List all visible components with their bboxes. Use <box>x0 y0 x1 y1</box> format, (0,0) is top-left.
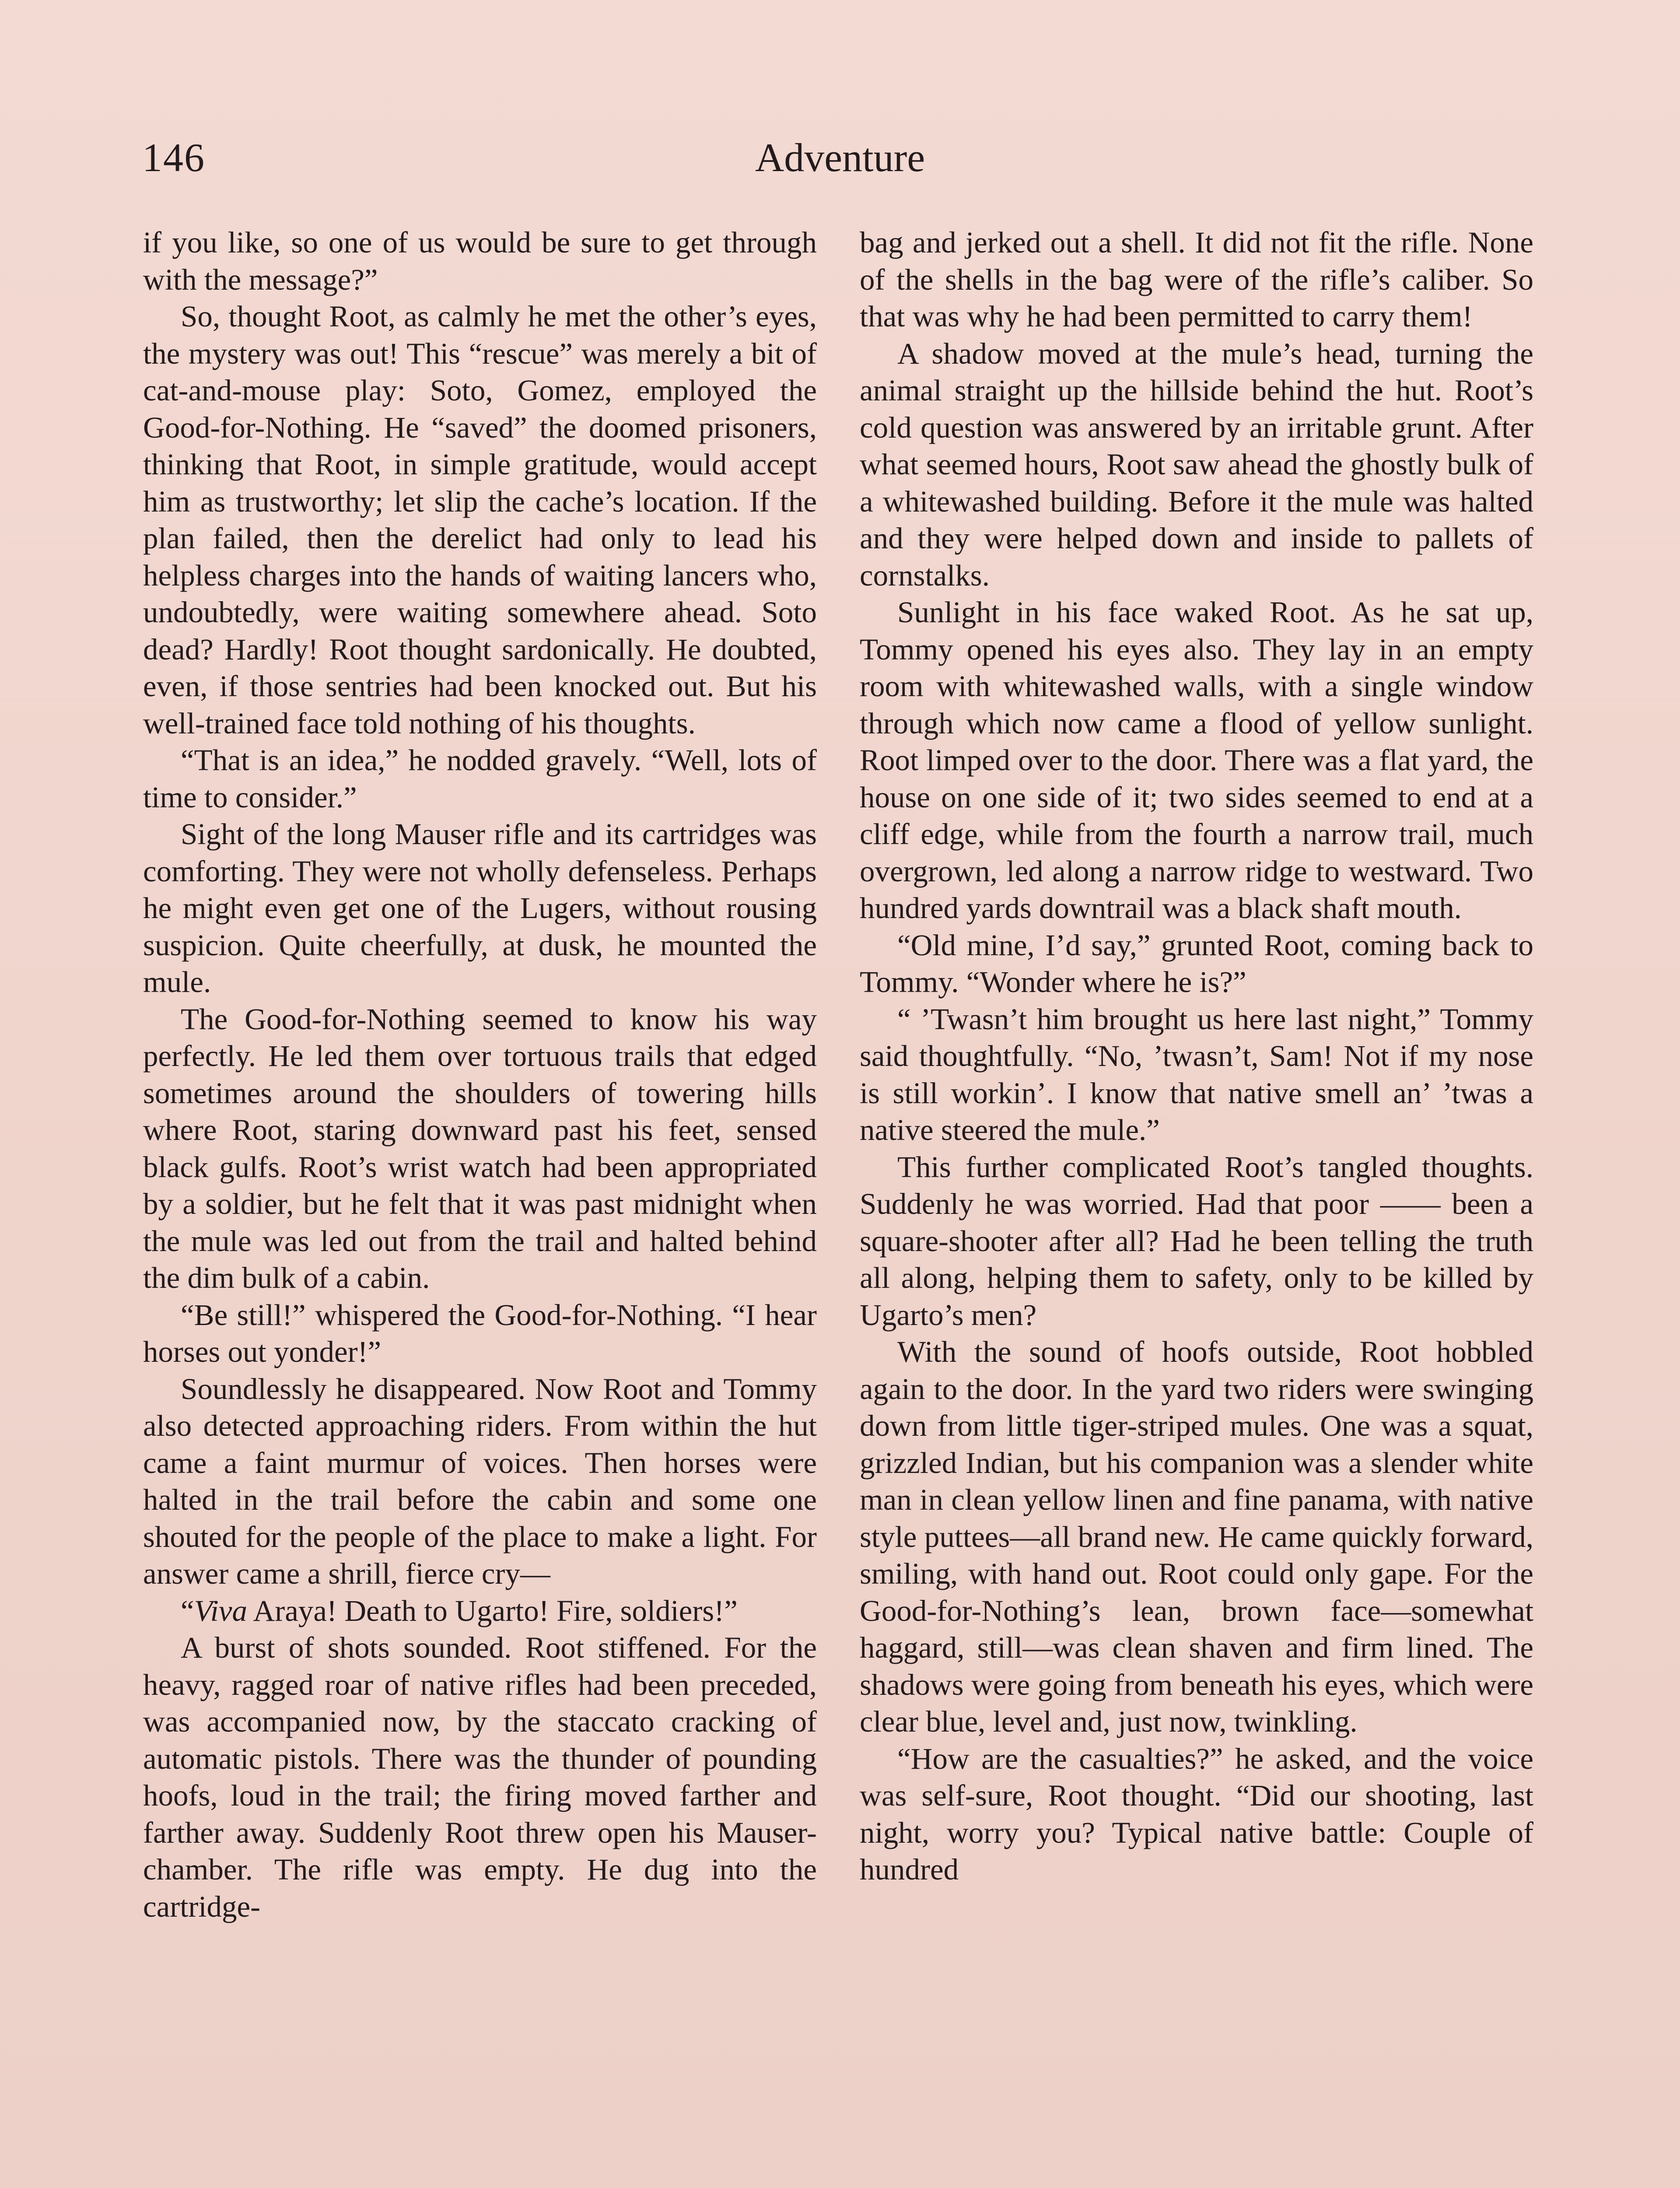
paragraph: Soundlessly he disappeared. Now Root and Tommy also detected approaching riders. From within the hut came a faint murmur of voices. Then horses were halted in the trail before the cabin and some one shouted for the people of the place to make a light. For answer came a shrill, fierce cry— <box>143 1372 817 1590</box>
paragraph: bag and jerked out a shell. It did not fit the rifle. None of the shells in the bag were of the rifle’s caliber. So that was why he had been permitted to carry them! <box>860 226 1533 333</box>
paragraph: “Be still!” whispered the Good-for-Nothing. “I hear horses out yonder!” <box>143 1298 817 1368</box>
paragraph: A burst of shots sounded. Root stiffened. For the heavy, ragged roar of native rifles had been preceded, was accompanied now, by the staccato cracking of automatic pistols. There was the thunder of pounding hoofs, loud in the trail; the firing moved farther and farther away. Suddenly Root threw open his Mauser-chamber. The rifle was empty. He dug into the cartridge- <box>143 1631 817 1923</box>
paragraph: Sunlight in his face waked Root. As he sat up, Tommy opened his eyes also. They lay in an empty room with whitewashed walls, with a single window through which now came a flood of yellow sunlight. Root limped over to the door. There was a flat yard, the house on one side of it; two sides seemed to end at a cliff edge, while from the fourth a narrow trail, much overgrown, led along a narrow ridge to westward. Two hundred yards downtrail was a black shaft mouth. <box>860 596 1533 925</box>
page-number: 146 <box>142 135 205 180</box>
paragraph: “That is an idea,” he nodded gravely. “Well, lots of time to consider.” <box>143 743 817 814</box>
running-head: Adventure <box>755 135 925 180</box>
paragraph: The Good-for-Nothing seemed to know his way perfectly. He led them over tortuous trails that edged sometimes around the shoulders of towering hills where Root, staring downward past his feet, sensed black gulfs. Root’s wrist watch had been appropriated by a soldier, but he felt that it was past midnight when the mule was led out from the trail and halted behind the dim bulk of a cabin. <box>143 1002 817 1294</box>
left-column <box>143 224 817 1925</box>
page-header <box>142 131 1538 188</box>
paragraph: “How are the casualties?” he asked, and the voice was self-sure, Root thought. “Did our shooting, last night, worry you? Typical native battle: Couple of hundred <box>860 1742 1533 1886</box>
paragraph: So, thought Root, as calmly he met the other’s eyes, the mystery was out! This “rescue” was merely a bit of cat-and-mouse play: Soto, Gomez, employed the Good-for-Nothing. He “saved” the doomed prisoners, thinking that Root, in simple gratitude, would accept him as trustworthy; let slip the cache’s location. If the plan failed, then the derelict had only to lead his helpless charges into the hands of waiting lancers who, undoubtedly, were waiting somewhere ahead. Soto dead? Hardly! Root thought sardonically. He doubted, even, if those sentries had been knocked out. But his well-trained face told nothing of his thoughts. <box>143 300 817 740</box>
open-quote: “ <box>181 1594 194 1627</box>
paragraph: Sight of the long Mauser rifle and its cartridges was comforting. They were not wholly defenseless. Perhaps he might even get one of the Lugers, without rousing suspicion. Quite cheerfully, at dusk, he mounted the mule. <box>143 817 817 999</box>
paragraph: This further complicated Root’s tangled thoughts. Suddenly he was worried. Had that poor —— been a square-shooter after all? Had he been telling the truth all along, helping them to safety, only to be killed by Ugarto’s men? <box>860 1150 1533 1332</box>
paragraph: A shadow moved at the mule’s head, turning the animal straight up the hillside behind the hut. Root’s cold question was answered by an irritable grunt. After what seemed hours, Root saw ahead the ghostly bulk of a whitewashed building. Before it the mule was halted and they were helped down and inside to pallets of cornstalks. <box>860 337 1533 592</box>
paragraph: “Old mine, I’d say,” grunted Root, coming back to Tommy. “Wonder where he is?” <box>860 928 1533 999</box>
viva-rest: Araya! Death to Ugarto! Fire, soldiers!” <box>253 1594 738 1627</box>
paragraph: “ ’Twasn’t him brought us here last night,” Tommy said thoughtfully. “No, ’twasn’t, Sam! Not if my nose is still workin’. I know that native smell an’ ’twas a native steered the mule.” <box>860 1002 1533 1147</box>
paragraph: With the sound of hoofs outside, Root hobbled again to the door. In the yard two riders were swinging down from little tiger-striped mules. One was a squat, grizzled Indian, but his companion was a slender white man in clean yellow linen and fine panama, with native style puttees—all brand new. He came quickly forward, smiling, with hand out. Root could only gape. For the Good-for-Nothing’s lean, brown face—somewhat haggard, still—was clean shaven and firm lined. The shadows were going from beneath his eyes, which were clear blue, level and, just now, twinkling. <box>860 1335 1533 1738</box>
paragraph: if you like, so one of us would be sure to get through with the message?” <box>143 226 817 296</box>
paragraph-viva <box>143 1592 817 1630</box>
viva-italic: Viva <box>194 1594 247 1627</box>
right-column <box>860 224 1533 1888</box>
